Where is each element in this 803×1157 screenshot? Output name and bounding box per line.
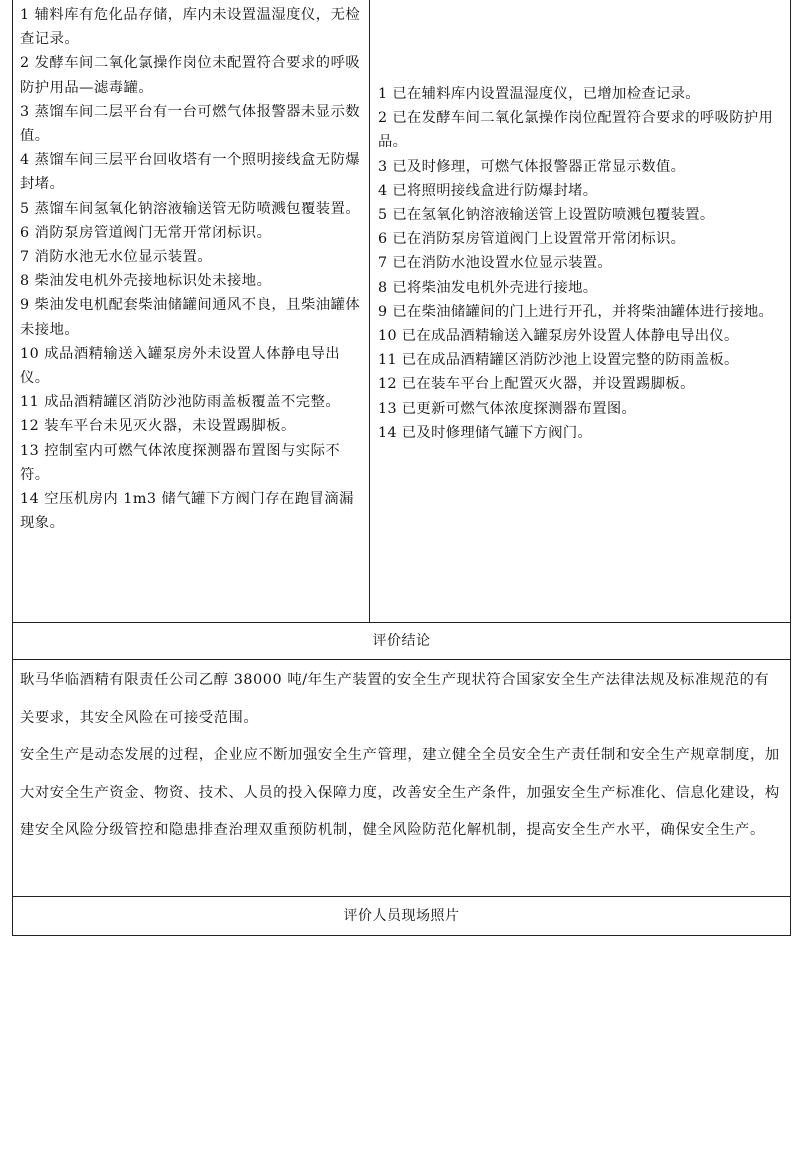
- rectification-item: 9 已在柴油储罐间的门上进行开孔，并将柴油罐体进行接地。: [378, 303, 774, 320]
- issue-item: 11 成品酒精罐区消防沙池防雨盖板覆盖不完整。: [20, 394, 341, 411]
- issue-item: 10 成品酒精输送入罐泵房外未设置人体静电导出仪。: [20, 345, 341, 387]
- rectification-item: 6 已在消防泵房管道阀门上设置常开常闭标识。: [378, 231, 686, 248]
- conclusion-header: 评价结论: [13, 623, 790, 660]
- conclusion-body: [13, 660, 790, 897]
- rectification-item: 2 已在发酵车间二氧化氯操作岗位配置符合要求的呼吸防护用品。: [378, 110, 774, 151]
- rectification-item: 12 已在装车平台上配置灭火器，并设置踢脚板。: [378, 376, 695, 393]
- evaluation-table: [12, 0, 791, 936]
- rectification-item: 10 已在成品酒精输送入罐泵房外设置人体静电导出仪。: [378, 328, 739, 345]
- issue-item: 1 辅料库有危化品存储，库内未设置温湿度仪，无检查记录。: [20, 7, 361, 48]
- issue-item: 3 蒸馏车间二层平台有一台可燃气体报警器未显示数值。: [20, 103, 361, 145]
- rectifications-column: [370, 0, 790, 622]
- issue-item: 6 消防泵房管道阀门无常开常闭标识。: [20, 224, 272, 241]
- issue-item: 9 柴油发电机配套柴油储罐间通风不良，且柴油罐体未接地。: [20, 297, 361, 338]
- photos-header: 评价人员现场照片: [343, 908, 460, 924]
- issue-item: 5 蒸馏车间氢氧化钠溶液输送管无防喷溅包覆装置。: [20, 200, 361, 217]
- issue-item: 2 发酵车间二氧化氯操作岗位未配置符合要求的呼吸防护用品—滤毒罐。: [20, 55, 361, 96]
- issue-item: 8 柴油发电机外壳接地标识处未接地。: [20, 273, 272, 290]
- rectification-item: 1 已在辅料库内设置温湿度仪，已增加检查记录。: [378, 86, 700, 102]
- rectification-item: 5 已在氢氧化钠溶液输送管上设置防喷溅包覆装置。: [378, 207, 715, 224]
- rectification-item: 7 已在消防水池设置水位显示装置。: [378, 255, 613, 272]
- rectification-item: 14 已及时修理储气罐下方阀门。: [378, 424, 593, 441]
- issue-item: 12 装车平台未见灭火器，未设置踢脚板。: [20, 418, 296, 435]
- rectification-item: 11 已在成品酒精罐区消防沙池上设置完整的防雨盖板。: [378, 352, 739, 369]
- rectification-item: 3 已及时修理，可燃气体报警器正常显示数值。: [378, 158, 686, 175]
- issue-item: 4 蒸馏车间三层平台回收塔有一个照明接线盒无防爆封堵。: [20, 152, 361, 193]
- rectification-item: 8 已将柴油发电机外壳进行接地。: [378, 279, 598, 296]
- rectification-item: 4 已将照明接线盒进行防爆封堵。: [378, 182, 598, 199]
- issue-item: 14 空压机房内 1m3 储气罐下方阀门存在跑冒滴漏现象。: [20, 491, 354, 532]
- issues-row: [13, 0, 790, 623]
- issue-item: 13 控制室内可燃气体浓度探测器布置图与实际不符。: [20, 442, 341, 483]
- issue-item: 7 消防水池无水位显示装置。: [20, 249, 213, 266]
- conclusion-paragraph: 耿马华临酒精有限责任公司乙醇 38000 吨/年生产装置的安全生产现状符合国家安全生产法律法规及标准规范的有关要求，其安全风险在可接受范围。: [20, 672, 770, 726]
- conclusion-paragraph: 安全生产是动态发展的过程，企业应不断加强安全生产管理，建立健全全员安全生产责任制和安全生产规章制度，加大对安全生产资金、物资、技术、人员的投入保障力度，改善安全生产条件，加强安全生产标准化、信息化建设，构建安全风险分级管控和隐患排查治理双重预防机制，健全风险防范化解机制，提高安全生产水平，确保安全生产。: [20, 747, 780, 838]
- issues-column: [13, 0, 370, 622]
- rectification-item: 13 已更新可燃气体浓度探测器布置图。: [378, 400, 637, 417]
